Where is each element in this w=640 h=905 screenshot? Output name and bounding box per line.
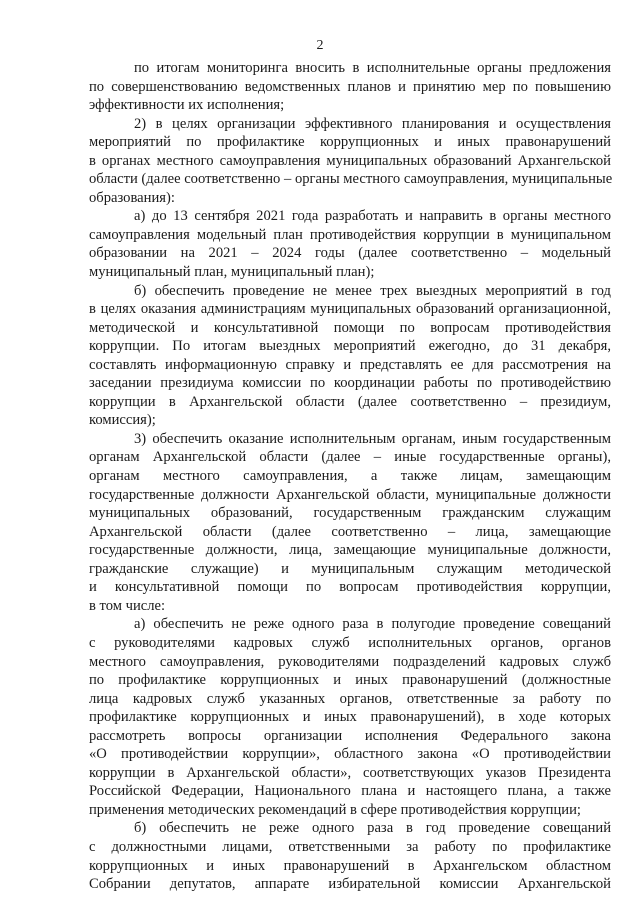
- text-line: муниципальных образований, государственным гражданским служащим: [89, 505, 611, 522]
- document-body: [89, 59, 611, 894]
- text-line: б) обеспечить не реже одного раза в год проведение совещаний: [134, 820, 611, 837]
- text-line: составлять информационную справку и представлять ее для рассмотрения на: [89, 356, 611, 373]
- text-line: профилактике коррупционных и иных правонарушений), в ходе которых: [89, 709, 611, 726]
- text-line: самоуправления модельный план противодействия коррупции в муниципальном: [89, 226, 611, 243]
- text-line: а) до 13 сентября 2021 года разработать и направить в органы местного: [134, 208, 611, 225]
- text-line: коррупционных и иных правонарушений в Архангельском областном: [89, 857, 611, 874]
- text-line: Российской Федерации, Национального плана и настоящего плана, а также: [89, 783, 611, 800]
- text-line: с должностными лицами, ответственными за работу по профилактике: [89, 838, 611, 855]
- text-line: образовании на 2021 – 2024 годы (далее соответственно – модельный: [89, 245, 611, 262]
- text-line: 2) в целях организации эффективного планирования и осуществления: [134, 115, 611, 132]
- paragraph: [89, 430, 611, 615]
- text-line: применения методических рекомендаций в сфере противодействия коррупции;: [89, 801, 581, 818]
- text-line: государственные должности, лица, замещающие муниципальные должности,: [89, 542, 611, 559]
- paragraph: [89, 615, 611, 819]
- text-line: лица кадровых служб указанных органов, ответственные за работу по: [89, 690, 611, 707]
- text-line: органам местного самоуправления, а также лицам, замещающим: [89, 468, 611, 485]
- text-line: методической и консультативной помощи по вопросам противодействия: [89, 319, 611, 336]
- text-line: муниципальный план, муниципальный план);: [89, 264, 375, 281]
- text-line: гражданские служащие) и муниципальным служащим методической: [89, 560, 611, 577]
- text-line: заседании президиума комиссии по координации работы по противодействию: [89, 375, 611, 392]
- text-line: комиссия);: [89, 412, 156, 429]
- text-line: в целях оказания администрациям муниципальных образований организационной,: [89, 301, 611, 318]
- text-line: эффективности их исполнения;: [89, 97, 285, 114]
- paragraph: [89, 207, 611, 281]
- text-line: с руководителями кадровых служб исполнительных органов, органов: [89, 634, 611, 651]
- text-line: по профилактике коррупционных и иных правонарушений (должностные: [89, 672, 611, 689]
- paragraph: [89, 59, 611, 115]
- paragraph: [89, 819, 611, 893]
- text-line: Архангельской области (далее соответственно – лица, замещающие: [89, 523, 611, 540]
- text-line: образования):: [89, 189, 175, 206]
- text-line: по итогам мониторинга вносить в исполнительные органы предложения: [134, 60, 611, 76]
- text-line: государственные должности Архангельской области, муниципальные должности: [89, 486, 611, 503]
- text-line: коррупции в Архангельской области (далее соответственно – президиум,: [89, 393, 611, 410]
- text-line: органам Архангельской области (далее – иные государственные органы),: [89, 449, 611, 466]
- text-line: области (далее соответственно – органы местного самоуправления, муниципальные: [89, 171, 613, 188]
- text-line: по совершенствованию ведомственных планов и принятию мер по повышению: [89, 78, 611, 95]
- text-line: а) обеспечить не реже одного раза в полугодие проведение совещаний: [134, 616, 611, 633]
- page-number: 2: [316, 38, 324, 53]
- text-line: Собрании депутатов, аппарате избирательной комиссии Архангельской: [89, 876, 611, 893]
- text-line: коррупции в Архангельской области», соответствующих указов Президента: [89, 764, 611, 781]
- text-line: и консультативной помощи по вопросам противодействия коррупции,: [89, 579, 611, 596]
- text-line: в органах местного самоуправления муниципальных образований Архангельской: [89, 152, 611, 169]
- paragraph: [89, 115, 611, 208]
- text-line: 3) обеспечить оказание исполнительным органам, иным государственным: [134, 430, 611, 447]
- text-line: «О противодействии коррупции», областного закона «О противодействии: [89, 746, 611, 763]
- text-line: б) обеспечить проведение не менее трех выездных мероприятий в год: [134, 282, 611, 299]
- text-line: коррупции. По итогам выездных мероприятий ежегодно, до 31 декабря,: [89, 338, 611, 355]
- text-line: в том числе:: [89, 597, 166, 614]
- text-line: местного самоуправления, руководителями подразделений кадровых служб: [89, 653, 611, 670]
- text-line: мероприятий по профилактике коррупционных и иных правонарушений: [89, 134, 611, 151]
- text-line: рассмотреть вопросы организации исполнения Федерального закона: [89, 727, 611, 744]
- paragraph: [89, 282, 611, 430]
